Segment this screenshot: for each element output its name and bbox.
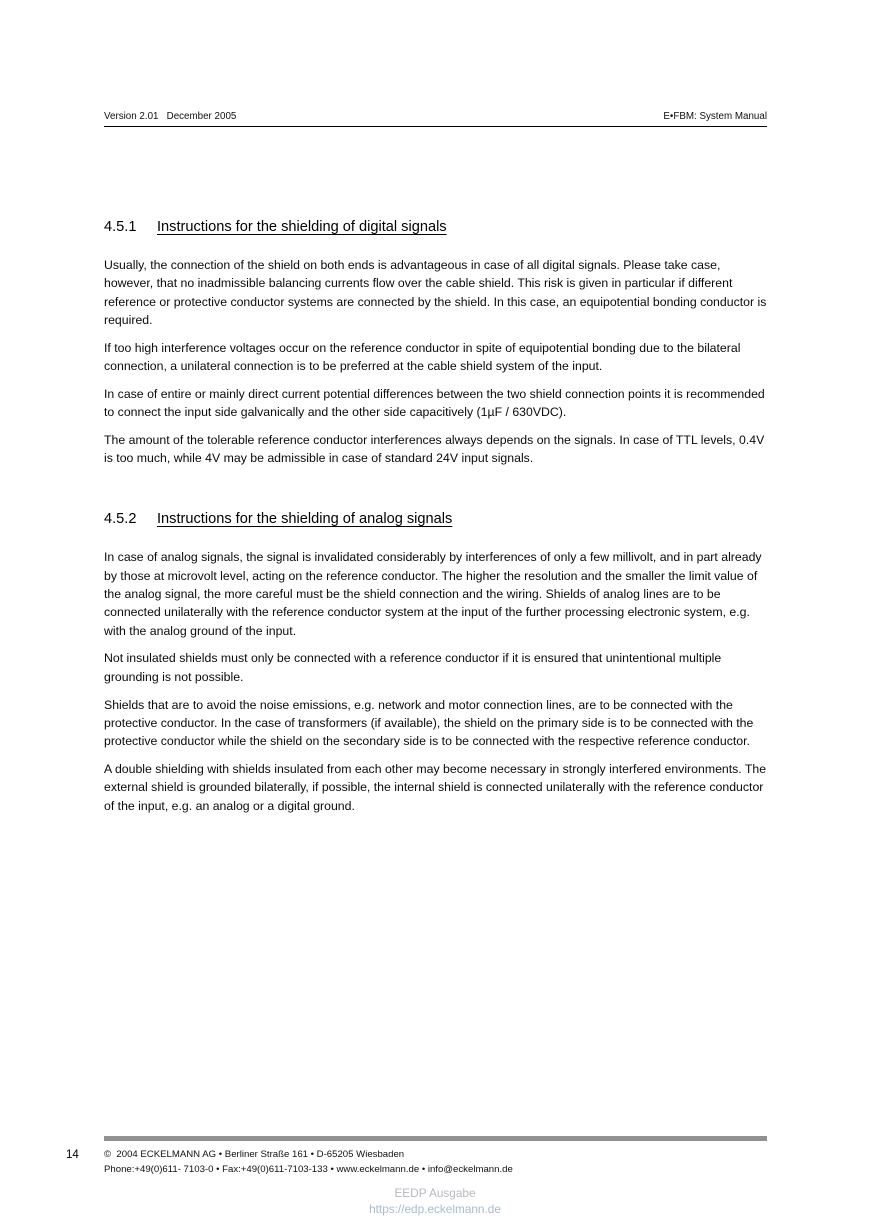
paragraph: Usually, the connection of the shield on both ends is advantageous in case of all digital signals. Please take case, however, that no inadmissible balancing currents flow over the cable shield. This risk is given in particular if different reference or protective conductor systems are connected by the shield. In this case, an equipotential bonding conductor is required. [104,258,767,327]
footer-imprint [104,1148,513,1177]
paragraph: A double shielding with shields insulated from each other may become necessary in strongly interfered environments. The external shield is grounded bilaterally, if possible, the internal shield is connected unilaterally with the reference conductor of the input, e.g. an analog or a digital ground. [104,761,767,813]
section-heading-analog [104,511,768,527]
footer-contact-line: Phone:+49(0)611- 7103-0 • Fax:+49(0)611-7103-133 • www.eckelmann.de • info@eckelmann.de [104,1163,513,1175]
footer-address-line: © 2004 ECKELMANN AG • Berliner Straße 161 • D-65205 Wiesbaden [104,1149,405,1160]
paragraph: The amount of the tolerable reference conductor interferences always depends on the signals. In case of TTL levels, 0.4V is too much, while 4V may be admissible in case of standard 24V input signals. [104,432,765,466]
watermark-title: EEDP Ausgabe [394,1186,476,1200]
section-digital-signals [104,219,768,467]
header-version-date: Version 2.01 December 2005 [104,111,237,122]
header-manual-title: E•FBM: System Manual [663,111,767,122]
section-heading-digital [104,219,768,235]
watermark [0,1185,870,1217]
watermark-url: https://edp.eckelmann.de [369,1202,501,1216]
header-rule [104,126,767,127]
paragraph: In case of entire or mainly direct current potential differences between the two shield connection points it is recommended to connect the input side galvanically and the other side capacitively (1µF / 630VDC). [104,386,765,420]
section-number: 4.5.1 [104,219,137,235]
page-content [104,219,768,824]
page-header [104,111,767,122]
paragraph: In case of analog signals, the signal is invalidated considerably by interferences of only a few millivolt, and in part already by those at microvolt level, acting on the reference conductor. The higher the resolution and the smaller the limit value of the analog signal, the more careful must be the shield connection and the wiring. Shields of analog lines are to be connected unilaterally with the reference conductor system at the input of the further processing electronic system, e.g. with the analog ground of the input. [104,550,762,638]
paragraph: If too high interference voltages occur on the reference conductor in spite of equipotential bonding due to the bilateral connection, a unilateral connection is to be preferred at the cable shield system of the input. [104,340,741,373]
section-analog-signals [104,511,768,814]
section-number: 4.5.2 [104,511,137,528]
paragraph: Shields that are to avoid the noise emissions, e.g. network and motor connection lines, are to be connected with the protective conductor. In the case of transformers (if available), the shield on the primary side is to be connected with the protective conductor while the shield on the secondary side is to be connected with the respective reference conductor. [104,697,754,749]
paragraph: Not insulated shields must only be connected with a reference conductor if it is ensured that unintentional multiple grounding is not possible. [104,651,722,684]
section-title: Instructions for the shielding of analog signals [157,511,453,528]
page-number: 14 [66,1149,79,1161]
section-title: Instructions for the shielding of digital signals [157,219,447,235]
footer-rule [104,1136,767,1141]
